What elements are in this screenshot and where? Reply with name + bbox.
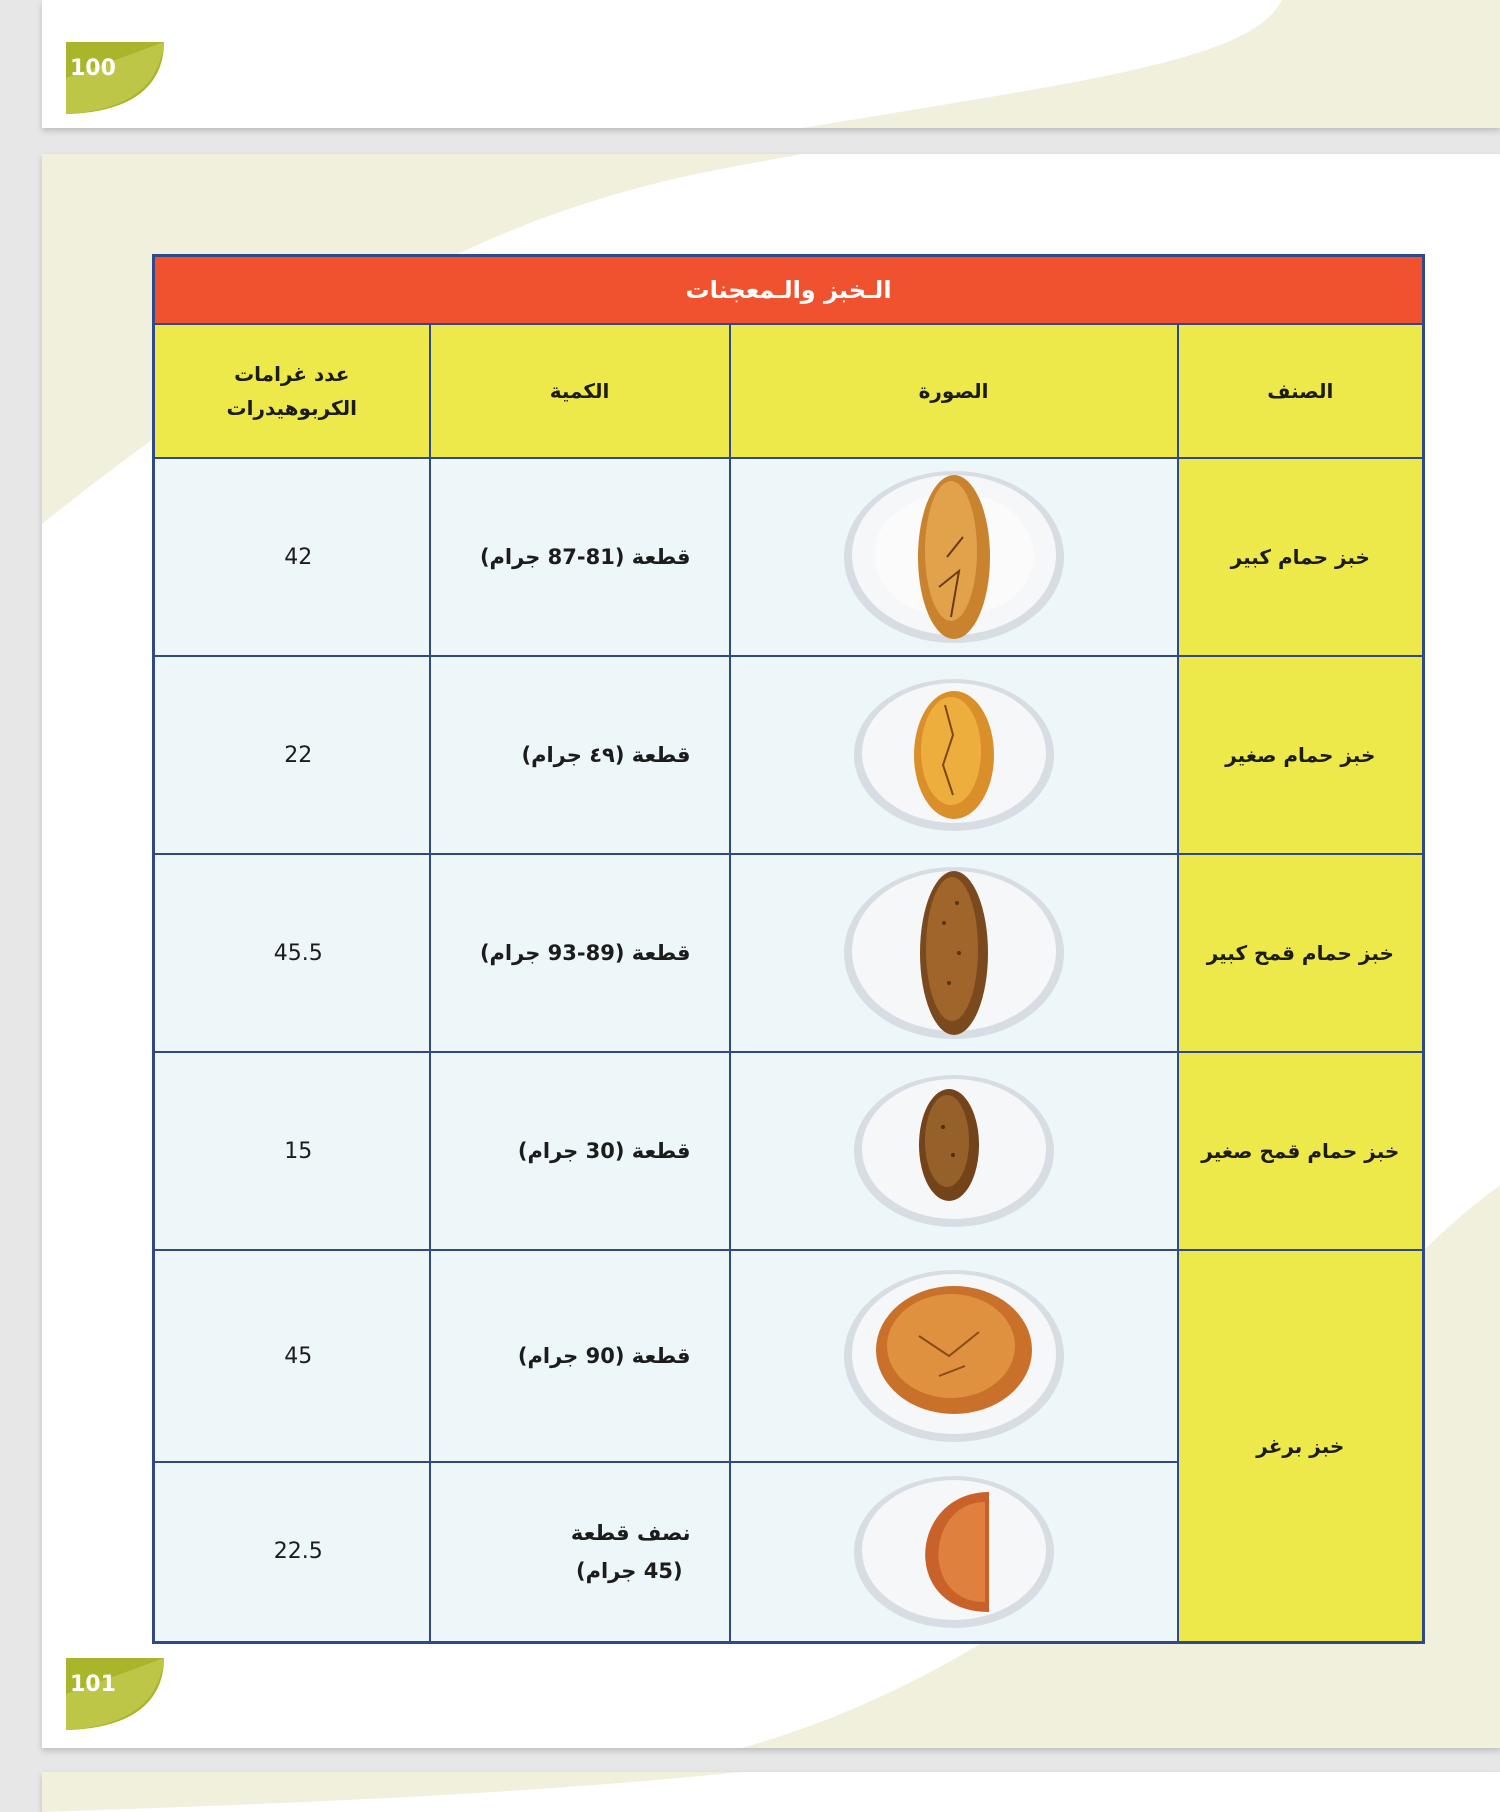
small-hotdog-bun-image	[849, 675, 1059, 835]
carbs-cell: 15	[154, 1052, 430, 1250]
header-carbs	[154, 324, 430, 458]
header-carbs-line1: عدد غرامات	[234, 362, 350, 386]
category-cell: خبز برغر	[1178, 1250, 1424, 1642]
carbs-cell: 45.5	[154, 854, 430, 1052]
burger-bun-image	[839, 1266, 1069, 1446]
page-number: 100	[70, 56, 116, 81]
page-102-edge	[42, 1772, 1500, 1812]
table-row	[154, 458, 1424, 656]
carbs-cell: 45	[154, 1250, 430, 1462]
background-wave-decoration	[42, 1772, 1500, 1812]
page-101	[42, 154, 1500, 1748]
table-row	[154, 1052, 1424, 1250]
carbs-cell: 42	[154, 458, 430, 656]
quantity-line1: نصف قطعة	[570, 1520, 691, 1545]
quantity-cell: قطعة (٤٩ جرام)	[430, 656, 730, 854]
image-cell	[730, 458, 1178, 656]
header-image: الصورة	[730, 324, 1178, 458]
half-burger-bun-image	[849, 1472, 1059, 1632]
carbs-cell: 22.5	[154, 1462, 430, 1642]
category-cell: خبز حمام قمح صغير	[1178, 1052, 1424, 1250]
category-cell: خبز حمام صغير	[1178, 656, 1424, 854]
table-row	[154, 656, 1424, 854]
image-cell	[730, 656, 1178, 854]
table-row	[154, 854, 1424, 1052]
category-cell: خبز حمام قمح كبير	[1178, 854, 1424, 1052]
image-cell	[730, 1462, 1178, 1642]
quantity-cell: قطعة (90 جرام)	[430, 1250, 730, 1462]
quantity-cell: قطعة (89-93 جرام)	[430, 854, 730, 1052]
header-carbs-line2: الكربوهيدرات	[226, 396, 358, 420]
background-wave-decoration	[42, 0, 1500, 128]
image-cell	[730, 1052, 1178, 1250]
quantity-cell: قطعة (81-87 جرام)	[430, 458, 730, 656]
page-number-badge	[56, 1654, 166, 1734]
category-cell: خبز حمام كبير	[1178, 458, 1424, 656]
page-100	[42, 0, 1500, 128]
bread-carb-table	[152, 254, 1425, 1644]
table-title: الـخبز والـمعجنات	[154, 256, 1424, 325]
image-cell	[730, 854, 1178, 1052]
small-wheat-bun-image	[849, 1071, 1059, 1231]
carbs-cell: 22	[154, 656, 430, 854]
quantity-cell: قطعة (30 جرام)	[430, 1052, 730, 1250]
header-category: الصنف	[1178, 324, 1424, 458]
header-quantity: الكمية	[430, 324, 730, 458]
table-row	[154, 1250, 1424, 1462]
quantity-cell	[430, 1462, 730, 1642]
large-wheat-bun-image	[839, 863, 1069, 1043]
image-cell	[730, 1250, 1178, 1462]
page-number: 101	[70, 1672, 116, 1697]
page-number-badge	[56, 38, 166, 118]
large-hotdog-bun-image	[839, 467, 1069, 647]
quantity-line2: (45 جرام)	[576, 1558, 683, 1583]
